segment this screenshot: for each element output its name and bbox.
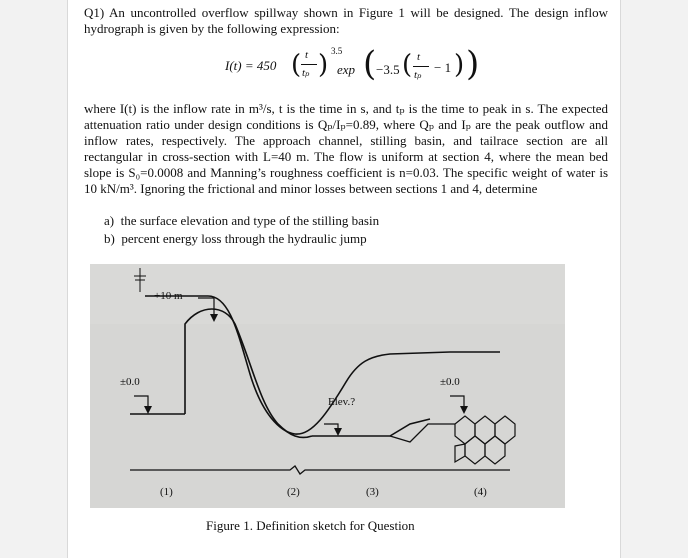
page-edge-right xyxy=(620,0,621,558)
section-1-label: (1) xyxy=(160,486,173,498)
formula-exp: exp xyxy=(337,62,356,77)
inflow-hydrograph-formula xyxy=(225,44,495,100)
frac-num-1: t xyxy=(305,49,309,61)
formula-exponent: 3.5 xyxy=(331,46,343,56)
left-datum-label: ±0.0 xyxy=(120,376,140,388)
paren-open-3: ( xyxy=(402,50,413,80)
frac-den-1: tₚ xyxy=(302,67,310,79)
section-3-label: (3) xyxy=(366,486,379,498)
page-margin-right xyxy=(621,0,688,558)
list-text: the surface elevation and type of the stilling basin xyxy=(120,213,380,228)
paren-close-2: ) xyxy=(466,44,480,84)
frac-num-2: t xyxy=(417,51,421,63)
elevation-label: Elev.? xyxy=(328,396,356,408)
list-item-a xyxy=(104,212,379,230)
spillway-definition-sketch xyxy=(90,264,565,508)
formula-lhs: I(t) = 450 xyxy=(225,58,277,73)
paren-close-3: ) xyxy=(454,50,465,80)
list-text: percent energy loss through the hydraulic jump xyxy=(121,231,367,246)
section-4-label: (4) xyxy=(474,486,487,498)
list-item-b xyxy=(104,230,367,248)
list-marker: b) xyxy=(104,231,115,246)
figure-caption: Figure 1. Definition sketch for Question xyxy=(206,518,415,533)
formula-coef: −3.5 xyxy=(376,62,400,77)
paren-open-2: ( xyxy=(363,44,377,84)
page-margin-left xyxy=(0,0,67,558)
frac-den-2: tₚ xyxy=(414,69,422,81)
right-datum-label: ±0.0 xyxy=(440,376,460,388)
paren-close-1: ) xyxy=(318,50,329,80)
top-level-label: +10 m xyxy=(154,290,183,302)
question-body: where I(t) is the inflow rate in m³/s, t is the time in s, and tₚ is the time to peak in s. The expected attenuation ratio under design conditions is Qₚ/Iₚ=0.89, where Qₚ and Iₚ are the peak outflow and inflow rates, respectively. The approach channel, stilling basin, and tailrace section are all rectangular in cross-section with L=40 m. The flow is uniform at section 4, where the mean bed slope is S₀=0.0008 and Manning’s roughness coefficient is n=0.03. The specific weight of water is 10 kN/m³. Ignoring the frictional and minor losses between sections 1 and 4, determine xyxy=(84,101,608,196)
frac-bar-1 xyxy=(301,64,317,65)
page-edge-left xyxy=(67,0,68,558)
frac-bar-2 xyxy=(413,66,429,67)
formula-minus-one: − 1 xyxy=(434,60,452,75)
list-marker: a) xyxy=(104,213,115,228)
paren-open-1: ( xyxy=(291,50,302,80)
question-intro: Q1) An uncontrolled overflow spillway shown in Figure 1 will be designed. The design inflow hydrograph is given by the following expression: xyxy=(84,5,608,36)
section-2-label: (2) xyxy=(287,486,300,498)
